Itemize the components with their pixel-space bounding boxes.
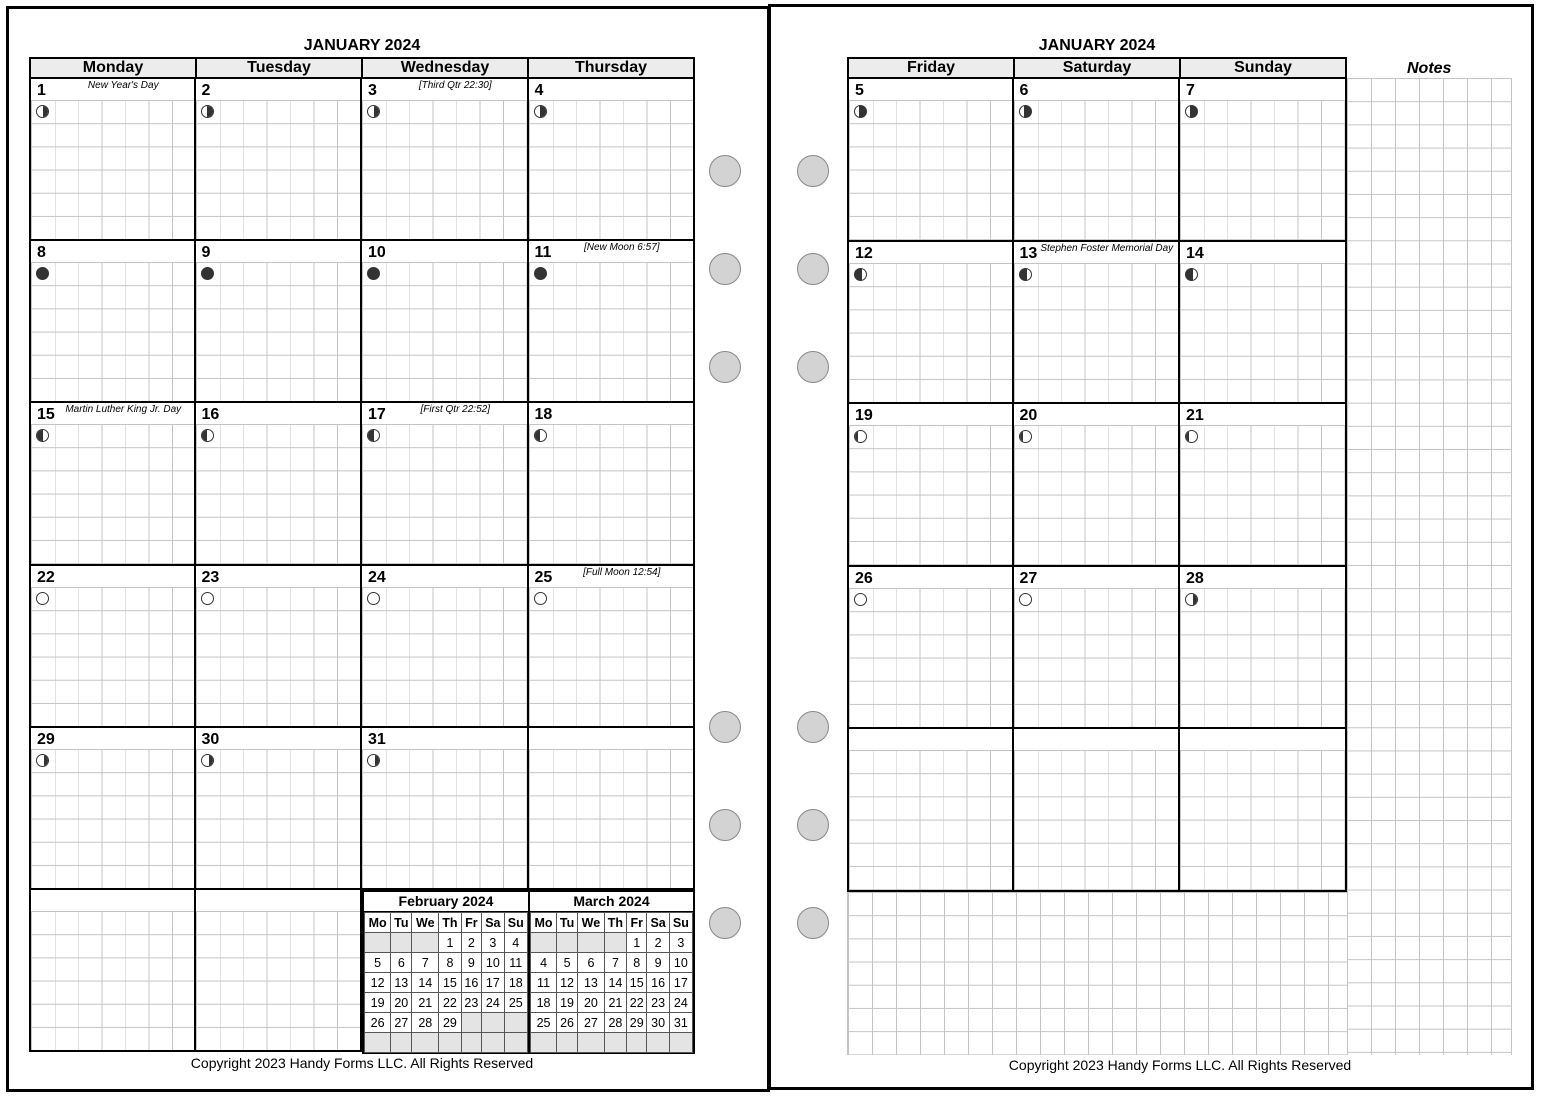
- day-event: [First Qtr 22:52]: [420, 404, 490, 416]
- day-number-band: [849, 242, 1012, 264]
- day-number: 23: [201, 568, 220, 586]
- day-number-band: [1014, 79, 1179, 101]
- mini-day: 24: [669, 993, 692, 1013]
- binder-hole: [797, 907, 829, 939]
- mini-day: 14: [412, 973, 439, 993]
- mini-day: 25: [531, 1013, 557, 1033]
- day-event: New Year's Day: [87, 80, 159, 91]
- day-cell[interactable]: [362, 566, 529, 728]
- day-number-band: [196, 728, 361, 750]
- mini-day-header: Th: [604, 913, 626, 933]
- day-number: 22: [37, 568, 55, 586]
- mini-day: 7: [412, 953, 439, 973]
- moon-phase-icon: [367, 429, 380, 442]
- mini-day: 8: [627, 953, 647, 973]
- mini-day: 4: [531, 953, 557, 973]
- mini-day: 31: [669, 1013, 692, 1033]
- moon-phase-icon: [534, 267, 547, 280]
- moon-phase-icon: [367, 267, 380, 280]
- day-cell[interactable]: [529, 79, 696, 241]
- mini-day: [531, 933, 557, 953]
- mini-day: 19: [557, 993, 578, 1013]
- mini-day: [482, 1033, 504, 1053]
- mini-day: 13: [391, 973, 412, 993]
- mini-day: [461, 1033, 482, 1053]
- day-number-band: [849, 567, 1012, 589]
- mini-day-header: Sa: [647, 913, 669, 933]
- day-number: 8: [37, 244, 46, 262]
- mini-day: 13: [578, 973, 605, 993]
- mini-day: 27: [391, 1013, 412, 1033]
- mini-day: 8: [439, 953, 461, 973]
- day-cell[interactable]: [362, 79, 529, 241]
- moon-phase-icon: [854, 430, 867, 443]
- moon-phase-icon: [201, 105, 214, 118]
- mini-day: 6: [578, 953, 605, 973]
- mini-day: [461, 1013, 482, 1033]
- day-cell[interactable]: [29, 79, 196, 241]
- day-cell[interactable]: [1014, 567, 1181, 730]
- mini-calendar-table: [530, 912, 693, 1053]
- mini-day: [557, 933, 578, 953]
- day-number: 14: [1186, 244, 1204, 262]
- moon-phase-icon: [1185, 268, 1198, 281]
- mini-calendar-table: [364, 912, 528, 1053]
- binder-hole: [797, 809, 829, 841]
- day-cell[interactable]: [29, 403, 196, 565]
- mini-day: 23: [647, 993, 669, 1013]
- day-cell[interactable]: [847, 567, 1014, 730]
- day-cell[interactable]: [529, 728, 696, 890]
- moon-phase-icon: [36, 267, 49, 280]
- mini-day: 30: [647, 1013, 669, 1033]
- mini-day: 29: [627, 1013, 647, 1033]
- moon-phase-icon: [201, 754, 214, 767]
- mini-day: 1: [627, 933, 647, 953]
- binder-hole: [709, 711, 741, 743]
- day-cell[interactable]: [29, 890, 196, 1052]
- day-number-band: [196, 890, 361, 912]
- mini-day: 5: [365, 953, 391, 973]
- day-number-band: [529, 728, 694, 750]
- day-number-band: [529, 403, 694, 425]
- moon-phase-icon: [201, 267, 214, 280]
- day-number: 12: [855, 244, 873, 262]
- day-cell[interactable]: [529, 403, 696, 565]
- moon-phase-icon: [854, 268, 867, 281]
- mini-day: 17: [482, 973, 504, 993]
- day-cell[interactable]: [847, 242, 1014, 405]
- moon-phase-icon: [534, 105, 547, 118]
- mini-day: [391, 1033, 412, 1053]
- day-number-band: [362, 241, 527, 263]
- mini-day: 18: [504, 973, 527, 993]
- binder-hole: [797, 155, 829, 187]
- notes-label: Notes: [1407, 60, 1452, 77]
- mini-day: [391, 933, 412, 953]
- day-number-band: [196, 79, 361, 101]
- mini-day: 4: [504, 933, 527, 953]
- day-number-band: [362, 566, 527, 588]
- mini-day: 9: [461, 953, 482, 973]
- moon-phase-icon: [36, 754, 49, 767]
- mini-day: 16: [461, 973, 482, 993]
- binder-hole: [797, 253, 829, 285]
- day-number-band: [849, 404, 1012, 426]
- binder-hole: [709, 907, 741, 939]
- day-cell[interactable]: [29, 728, 196, 890]
- mini-day: 17: [669, 973, 692, 993]
- day-number: 27: [1019, 569, 1038, 587]
- mini-day: 21: [412, 993, 439, 1013]
- moon-phase-icon: [367, 592, 380, 605]
- day-number: 21: [1186, 407, 1204, 425]
- moon-phase-icon: [36, 592, 49, 605]
- mini-day-header: Sa: [482, 913, 504, 933]
- day-number: 13: [1019, 244, 1038, 262]
- mini-day: [604, 933, 626, 953]
- right-weekday-header: [847, 57, 1347, 79]
- mini-day: 29: [439, 1013, 461, 1033]
- moon-phase-icon: [201, 429, 214, 442]
- day-number-band: [1180, 729, 1345, 751]
- day-cell[interactable]: [1014, 79, 1181, 242]
- day-number: 6: [1019, 82, 1029, 99]
- day-cell[interactable]: [362, 403, 529, 565]
- day-number-band: [1180, 404, 1345, 426]
- mini-day: 5: [557, 953, 578, 973]
- mini-day-header: Fr: [627, 913, 647, 933]
- day-cell[interactable]: [29, 241, 196, 403]
- day-number-band: [1014, 567, 1179, 589]
- day-cell[interactable]: [1180, 242, 1347, 405]
- mini-day: 12: [365, 973, 391, 993]
- moon-phase-icon: [201, 592, 214, 605]
- mini-day: 18: [531, 993, 557, 1013]
- right-copyright: Copyright 2023 Handy Forms LLC. All Rights Reserved: [1008, 1057, 1352, 1073]
- binder-hole: [709, 253, 741, 285]
- binder-hole: [709, 809, 741, 841]
- day-cell[interactable]: [362, 728, 529, 890]
- day-cell[interactable]: [1180, 79, 1347, 242]
- mini-day: [578, 1033, 605, 1053]
- mini-day: [482, 1013, 504, 1033]
- moon-phase-icon: [1185, 105, 1198, 118]
- mini-day: 28: [604, 1013, 626, 1033]
- mini-day-header: Fr: [461, 913, 482, 933]
- mini-calendar-title: March 2024: [530, 892, 693, 912]
- mini-day: [504, 1033, 527, 1053]
- moon-phase-icon: [36, 429, 49, 442]
- mini-day: 27: [578, 1013, 605, 1033]
- day-number: 10: [368, 244, 386, 262]
- day-number: 18: [534, 406, 553, 424]
- mini-day: [627, 1033, 647, 1053]
- mini-day-header: Mo: [365, 913, 391, 933]
- mini-day: [412, 933, 439, 953]
- mini-day: [365, 933, 391, 953]
- mini-day: 6: [391, 953, 412, 973]
- mini-day: [557, 1033, 578, 1053]
- day-number: 16: [201, 406, 220, 424]
- mini-day: [531, 1033, 557, 1053]
- day-number-band: [529, 79, 694, 101]
- mini-day-header: Su: [504, 913, 527, 933]
- mini-day: 1: [439, 933, 461, 953]
- day-number-band: [849, 79, 1012, 101]
- day-number-band: [1014, 729, 1179, 751]
- mini-day: 2: [647, 933, 669, 953]
- day-number: 25: [534, 568, 553, 586]
- weekday-header-friday: Friday: [906, 59, 955, 76]
- mini-day: 10: [482, 953, 504, 973]
- mini-day: [669, 1033, 692, 1053]
- mini-day: 25: [504, 993, 527, 1013]
- mini-day: [412, 1033, 439, 1053]
- day-number-band: [31, 566, 194, 588]
- mini-calendar-february: [362, 890, 530, 1054]
- day-event: [New Moon 6:57]: [583, 242, 660, 254]
- mini-day: 22: [439, 993, 461, 1013]
- day-number-band: [1180, 242, 1345, 264]
- mini-day-header: Th: [439, 913, 461, 933]
- mini-day: 3: [482, 933, 504, 953]
- mini-day: [604, 1033, 626, 1053]
- day-number: 1: [37, 82, 46, 99]
- moon-phase-icon: [367, 105, 380, 118]
- mini-day-header: Su: [669, 913, 692, 933]
- mini-calendar-title: February 2024: [364, 892, 528, 912]
- moon-phase-icon: [854, 105, 867, 118]
- day-cell[interactable]: [1014, 729, 1181, 892]
- moon-phase-icon: [534, 592, 547, 605]
- day-number-band: [196, 241, 361, 263]
- binder-hole: [797, 711, 829, 743]
- weekday-header-saturday: Saturday: [1013, 59, 1179, 77]
- day-number-band: [31, 241, 194, 263]
- mini-day: 2: [461, 933, 482, 953]
- day-number: 3: [368, 82, 377, 99]
- day-number: 5: [855, 82, 864, 99]
- day-event: Stephen Foster Memorial Day: [1040, 242, 1174, 254]
- mini-day: 11: [504, 953, 527, 973]
- day-number: 28: [1186, 569, 1204, 587]
- day-event: [Full Moon 12:54]: [583, 566, 661, 578]
- mini-day: 7: [604, 953, 626, 973]
- weekday-header-thursday: Thursday: [527, 59, 693, 77]
- day-cell[interactable]: [196, 403, 363, 565]
- moon-phase-icon: [1019, 268, 1032, 281]
- notes-grid: [1347, 78, 1512, 1055]
- binder-hole: [797, 351, 829, 383]
- weekday-header-monday: Monday: [82, 59, 144, 76]
- mini-day: 15: [439, 973, 461, 993]
- day-number-band: [849, 729, 1012, 751]
- day-cell[interactable]: [196, 79, 363, 241]
- moon-phase-icon: [367, 754, 380, 767]
- day-cell[interactable]: [1014, 404, 1181, 567]
- day-cell[interactable]: [196, 728, 363, 890]
- mini-day: [504, 1013, 527, 1033]
- mini-day: 19: [365, 993, 391, 1013]
- moon-phase-icon: [1019, 105, 1032, 118]
- weekday-header-tuesday: Tuesday: [195, 59, 361, 77]
- weekday-header-sunday: Sunday: [1179, 59, 1345, 77]
- day-cell[interactable]: [529, 241, 696, 403]
- day-event: [Third Qtr 22:30]: [418, 80, 492, 91]
- moon-phase-icon: [1185, 430, 1198, 443]
- day-number: 2: [201, 82, 211, 99]
- mini-day: 16: [647, 973, 669, 993]
- day-number-band: [31, 728, 194, 750]
- day-number: 31: [368, 730, 386, 748]
- day-cell[interactable]: [847, 729, 1014, 892]
- mini-day-header: Mo: [531, 913, 557, 933]
- day-number-band: [1180, 79, 1345, 101]
- mini-day-header: Tu: [557, 913, 578, 933]
- day-number-band: [1014, 404, 1179, 426]
- moon-phase-icon: [534, 429, 547, 442]
- mini-day: [647, 1033, 669, 1053]
- mini-day: 10: [669, 953, 692, 973]
- binder-hole: [709, 155, 741, 187]
- mini-calendar-march: [528, 890, 695, 1054]
- mini-day: [578, 933, 605, 953]
- mini-day-header: We: [412, 913, 439, 933]
- left-weekday-header: [29, 57, 695, 79]
- mini-day: 24: [482, 993, 504, 1013]
- day-cell[interactable]: [1180, 729, 1347, 892]
- moon-phase-icon: [1019, 593, 1032, 606]
- mini-day: 20: [391, 993, 412, 1013]
- day-cell[interactable]: [1180, 567, 1347, 730]
- mini-day: 21: [604, 993, 626, 1013]
- day-cell[interactable]: [196, 890, 363, 1052]
- day-number-band: [196, 403, 361, 425]
- mini-day: 11: [531, 973, 557, 993]
- day-cell[interactable]: [1014, 242, 1181, 405]
- mini-day: 26: [557, 1013, 578, 1033]
- day-number: 30: [201, 730, 220, 748]
- day-cell[interactable]: [847, 404, 1014, 567]
- mini-day-header: We: [578, 913, 605, 933]
- day-cell[interactable]: [29, 566, 196, 728]
- mini-day: 12: [557, 973, 578, 993]
- day-number: 24: [368, 568, 386, 586]
- day-number-band: [362, 728, 527, 750]
- day-number: 4: [534, 82, 544, 99]
- moon-phase-icon: [854, 593, 867, 606]
- moon-phase-icon: [1019, 430, 1032, 443]
- day-number: 19: [855, 407, 873, 425]
- mini-day: 15: [627, 973, 647, 993]
- right-month-title: JANUARY 2024: [1038, 37, 1156, 54]
- day-number-band: [1180, 567, 1345, 589]
- mini-day: 23: [461, 993, 482, 1013]
- bottom-notes-grid: [847, 892, 1348, 1055]
- mini-day: 26: [365, 1013, 391, 1033]
- day-cell[interactable]: [1180, 404, 1347, 567]
- day-cell[interactable]: [529, 566, 696, 728]
- moon-phase-icon: [1185, 593, 1198, 606]
- mini-day: 3: [669, 933, 692, 953]
- day-number: 9: [201, 244, 211, 262]
- mini-day: [439, 1033, 461, 1053]
- mini-day: 28: [412, 1013, 439, 1033]
- day-cell[interactable]: [196, 241, 363, 403]
- day-number: 17: [368, 406, 386, 424]
- left-month-title: JANUARY 2024: [303, 37, 421, 54]
- mini-day: 14: [604, 973, 626, 993]
- day-number: 11: [534, 244, 552, 262]
- mini-day: 9: [647, 953, 669, 973]
- mini-day-header: Tu: [391, 913, 412, 933]
- day-number: 20: [1019, 407, 1038, 425]
- mini-day: 20: [578, 993, 605, 1013]
- day-cell[interactable]: [847, 79, 1014, 242]
- weekday-header-wednesday: Wednesday: [361, 59, 527, 77]
- day-cell[interactable]: [362, 241, 529, 403]
- day-number-band: [31, 890, 194, 912]
- day-number: 29: [37, 730, 55, 748]
- day-event: Martin Luther King Jr. Day: [65, 404, 182, 416]
- moon-phase-icon: [36, 105, 49, 118]
- day-number-band: [196, 566, 361, 588]
- day-number: 7: [1186, 82, 1195, 99]
- left-copyright: Copyright 2023 Handy Forms LLC. All Rights Reserved: [190, 1055, 534, 1071]
- day-number: 26: [855, 569, 873, 587]
- binder-hole: [709, 351, 741, 383]
- mini-day: [365, 1033, 391, 1053]
- day-number: 15: [37, 406, 55, 424]
- day-cell[interactable]: [196, 566, 363, 728]
- mini-day: 22: [627, 993, 647, 1013]
